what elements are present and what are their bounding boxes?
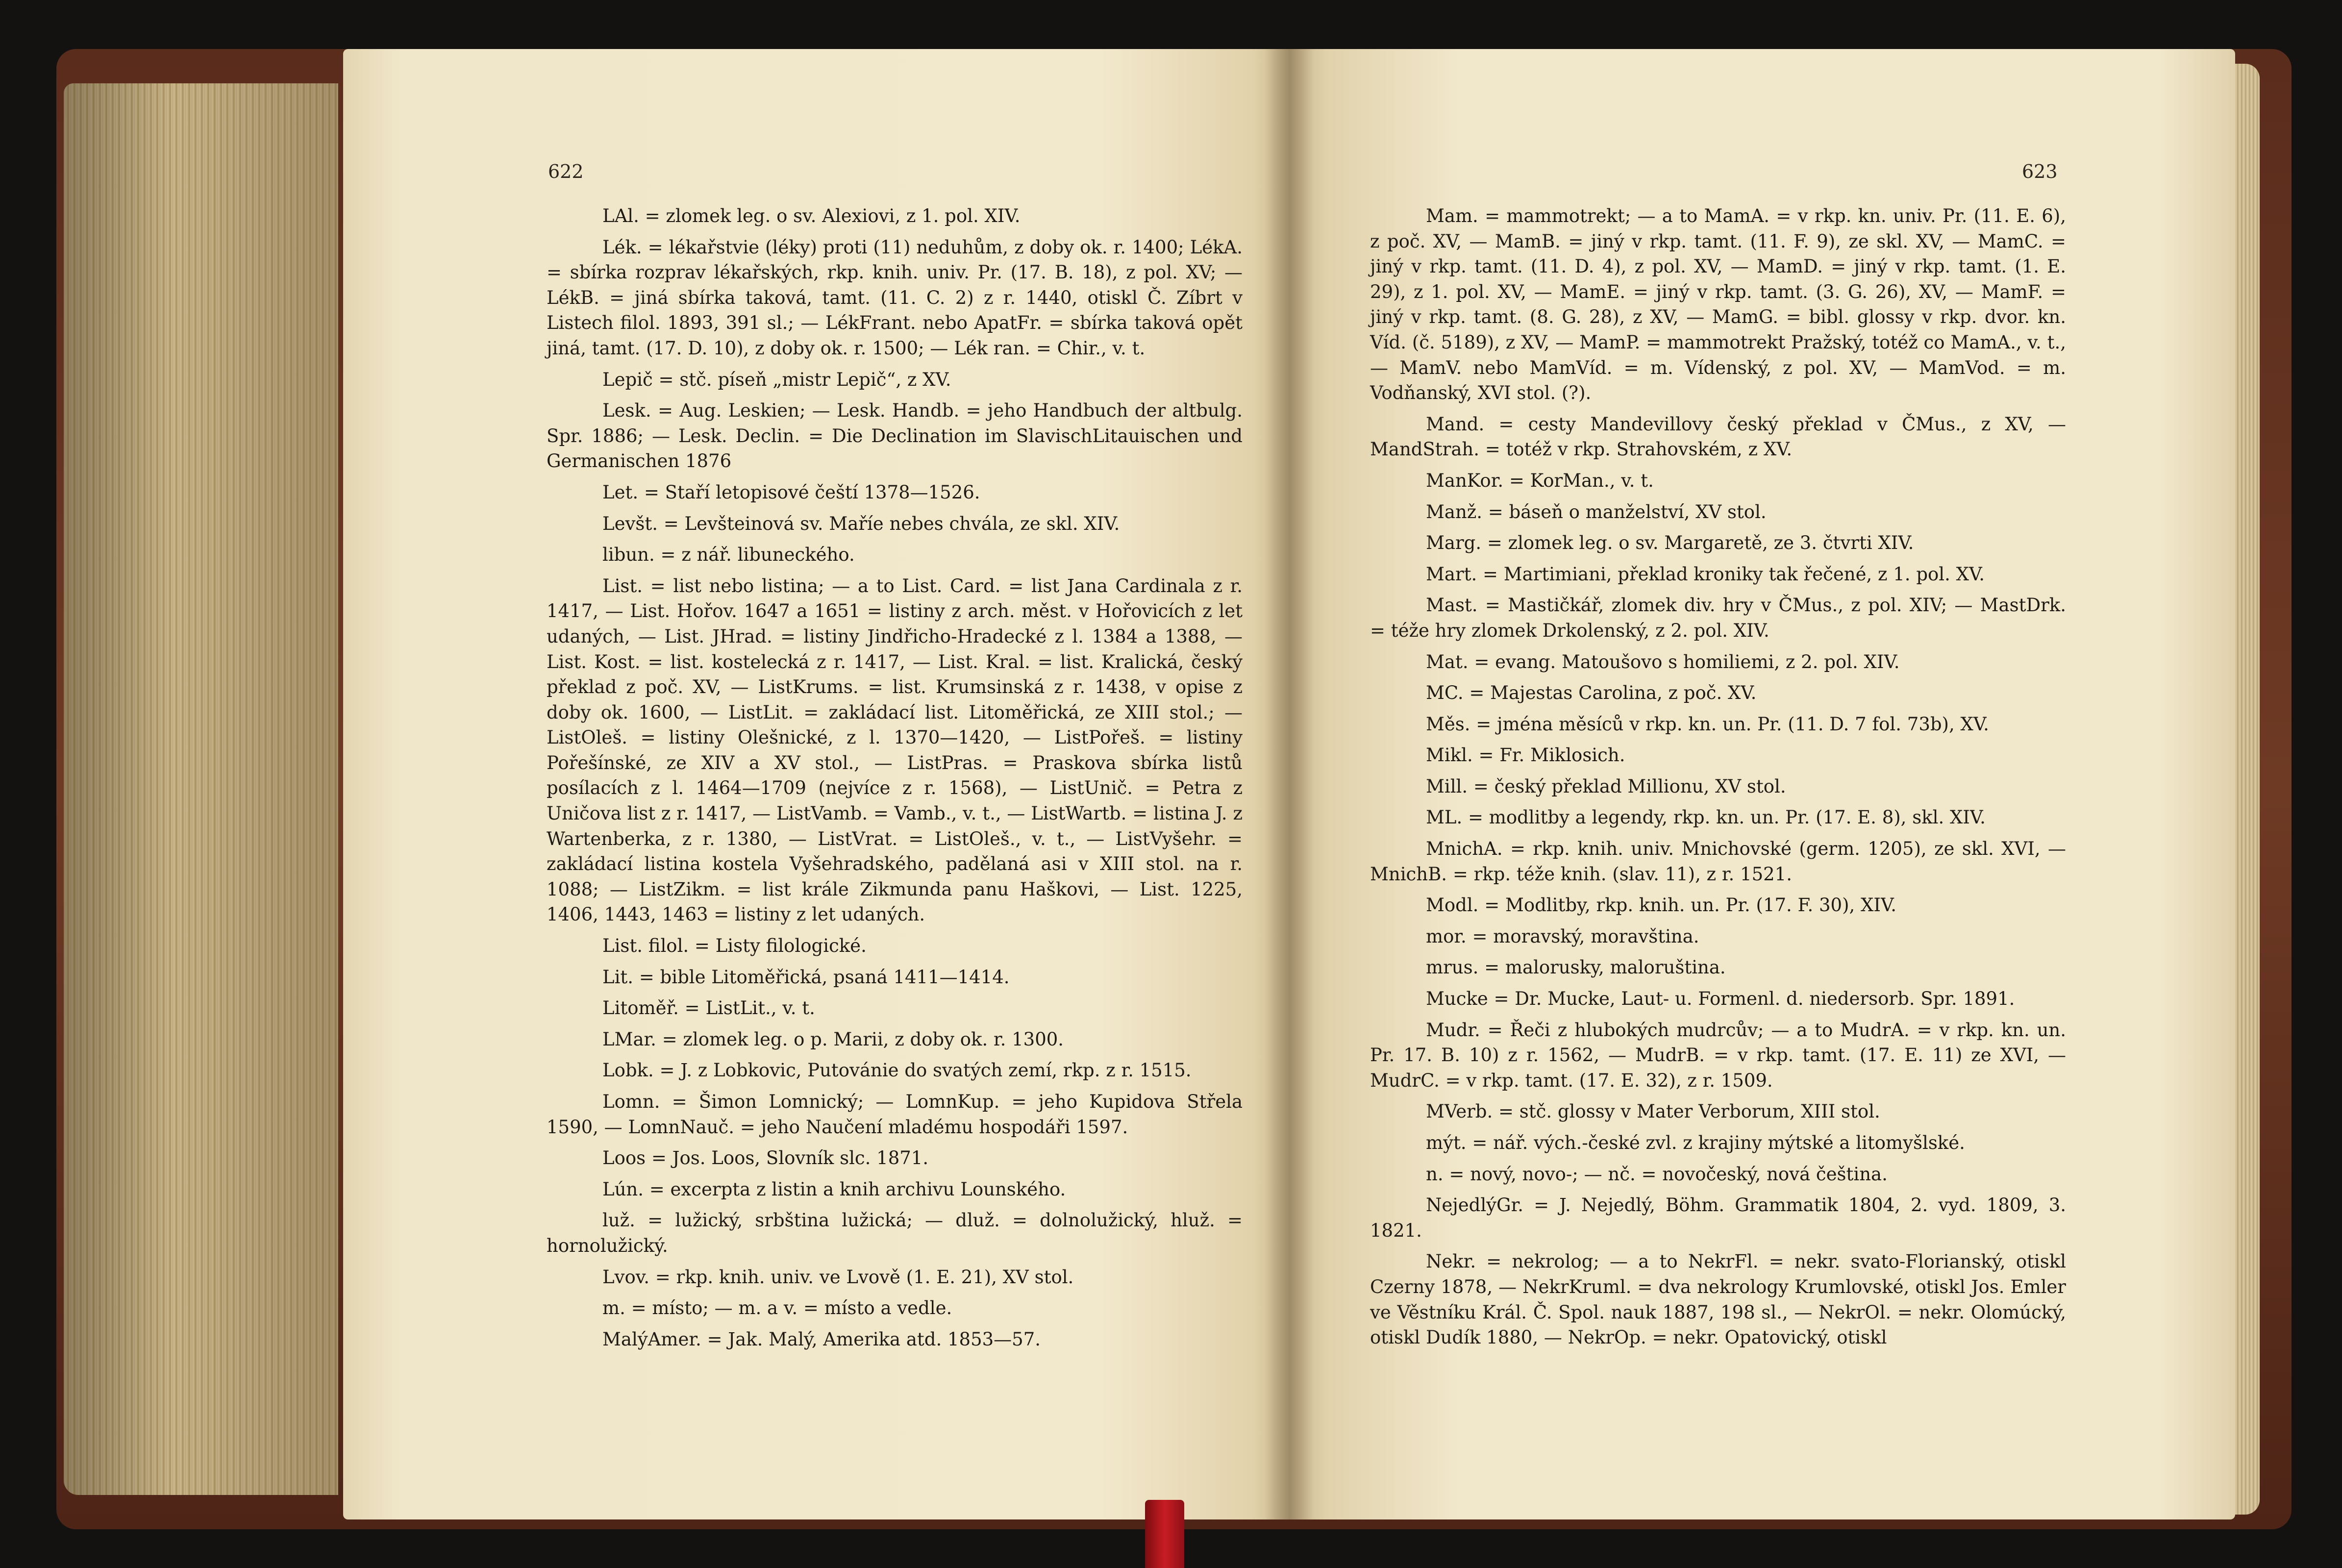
dictionary-entry: MC. = Majestas Carolina, z poč. XV. [1426,682,1757,704]
dictionary-entry: mýt. = nář. vých.-české zvl. z krajiny mýtské a litomyšlské. [1426,1132,1965,1153]
dictionary-entry: Loos = Jos. Loos, Slovník slc. 1871. [602,1147,929,1169]
dictionary-entry: Lún. = excerpta z listin a knih archivu Lounského. [602,1178,1066,1200]
dictionary-entry: Lobk. = J. z Lobkovic, Putovánie do svatých zemí, rkp. z r. 1515. [602,1060,1192,1081]
dictionary-entry: Marg. = zlomek leg. o sv. Margaretě, ze 3. čtvrti XIV. [1426,532,1914,554]
dictionary-entry: Lomn. = Šimon Lomnický; — LomnKup. = jeho Kupidova Střela 1590, — LomnNauč. = jeho Naučení mladému hospodáři 1597. [547,1091,1243,1138]
dictionary-entry: Měs. = jména měsíců v rkp. kn. un. Pr. (11. D. 7 fol. 73b), XV. [1426,713,1989,735]
dictionary-entry: Litoměř. = ListLit., v. t. [602,997,815,1019]
dictionary-entry: NejedlýGr. = J. Nejedlý, Böhm. Grammatik 1804, 2. vyd. 1809, 3. 1821. [1370,1195,2066,1241]
dictionary-entry: Mam. = mammotrekt; — a to MamA. = v rkp. kn. univ. Pr. (11. E. 6), z poč. XV, — MamB. = jiný v rkp. tamt. (11. F. 9), ze skl. XV, — MamC. = jiný v rkp. tamt. (11. D. 4), z pol. XV, — MamD. = jiný v rkp. tamt. (1. E. 29), z 1. pol. XV, — MamE. = jiný v rkp. tamt. (3. G. 26), XV, — MamF. = jiný v rkp. tamt. (8. G. 28), z XV, — MamG. = bibl. glossy v rkp. dvor. kn. Víd. (č. 5189), z XV, — MamP. = mammotrekt Pražský, totéž co MamA., v. t., — MamV. nebo MamVíd. = m. Vídenský, z pol. XV, — MamVod. = m. Vodňanský, XVI stol. (?). [1370,205,2066,404]
dictionary-entry: Lit. = bible Litoměřická, psaná 1411—1414. [602,966,1010,988]
dictionary-entry: ML. = modlitby a legendy, rkp. kn. un. Pr. (17. E. 8), skl. XIV. [1426,807,1986,828]
dictionary-entry: MalýAmer. = Jak. Malý, Amerika atd. 1853—57. [602,1328,1041,1350]
left-page-number: 622 [548,161,584,182]
left-column [547,203,1243,1358]
dictionary-entry: Mat. = evang. Matoušovo s homiliemi, z 2. pol. XIV. [1426,651,1900,672]
dictionary-entry: LMar. = zlomek leg. o p. Marii, z doby ok. r. 1300. [602,1028,1064,1050]
dictionary-entry: mrus. = malorusky, maloruština. [1426,957,1726,978]
dictionary-entry: Mill. = český překlad Millionu, XV stol. [1426,775,1786,797]
dictionary-entry: Mudr. = Řeči z hlubokých mudrcův; — a to MudrA. = v rkp. kn. un. Pr. 17. B. 10) z r. 1562, — MudrB. = v rkp. tamt. (17. E. 11) ze XVI, — MudrC. = v rkp. tamt. (17. E. 32), z r. 1509. [1370,1019,2066,1091]
page-edges-shade [64,83,338,1495]
dictionary-entry: Levšt. = Levšteinová sv. Maříe nebes chvála, ze skl. XIV. [602,513,1120,534]
bookmark-ribbon [1145,1500,1184,1568]
dictionary-entry: Manž. = báseň o manželství, XV stol. [1426,501,1767,523]
dictionary-entry: Mart. = Martimiani, překlad kroniky tak řečené, z 1. pol. XV. [1426,563,1985,585]
right-page-number: 623 [2022,161,2058,182]
dictionary-entry: luž. = lužický, srbština lužická; — dluž. = dolnolužický, hluž. = hornolužický. [547,1210,1243,1256]
dictionary-entry: m. = místo; — m. a v. = místo a vedle. [602,1297,952,1319]
dictionary-entry: List. filol. = Listy filologické. [602,935,867,957]
dictionary-entry: Mand. = cesty Mandevillovy český překlad v ČMus., z XV, — MandStrah. = totéž v rkp. Strahovském, z XV. [1370,413,2066,460]
dictionary-entry: List. = list nebo listina; — a to List. Card. = list Jana Cardinala z r. 1417, — List. Hořov. 1647 a 1651 = listiny z arch. měst. v Hořovicích z let udaných, — List. JHrad. = listiny Jindřicho-Hradecké z l. 1384 a 1388, — List. Kost. = list. kostelecká z r. 1417, — List. Kral. = list. Kralická, český překlad z poč. XV, — ListKrums. = list. Krumsinská z r. 1438, v opise z doby ok. 1600, — ListLit. = zakládací list. Litoměřická, ze XIII stol.; — ListOleš. = listiny Olešnické, z l. 1370—1420, — ListPořeš. = listiny Pořešínské, ze XIV a XV stol., — ListPras. = Praskova sbírka listů posílacích z l. 1464—1709 (nejvíce z r. 1568), — ListUnič. = Petra z Uničova list z r. 1417, — ListVamb. = Vamb., v. t., — ListWartb. = listina J. z Wartenberka, z r. 1380, — ListVrat. = ListOleš., v. t., — ListVyšehr. = zakládací listina kostela Vyšehradského, padělaná asi v XIII stol. na r. 1088; — ListZikm. = list krále Zikmunda panu Haškovi, — List. 1225, 1406, 1443, 1463 = listiny z let udaných. [547,575,1243,925]
dictionary-entry: Lvov. = rkp. knih. univ. ve Lvově (1. E. 21), XV stol. [602,1266,1074,1288]
dictionary-entry: Mucke = Dr. Mucke, Laut- u. Formenl. d. niedersorb. Spr. 1891. [1426,988,2015,1010]
dictionary-entry: MVerb. = stč. glossy v Mater Verborum, XIII stol. [1426,1101,1880,1122]
dictionary-entry: LAl. = zlomek leg. o sv. Alexiovi, z 1. pol. XIV. [602,205,1021,226]
dictionary-entry: Nekr. = nekrolog; — a to NekrFl. = nekr. svato-Florianský, otiskl Czerny 1878, — NekrKruml. = dva nekrology Krumlovské, otiskl Jos. Emler ve Věstníku Král. Č. Spol. nauk 1887, 198 sl., — NekrOl. = nekr. Olomúcký, otiskl Dudík 1880, — NekrOp. = nekr. Opatovický, otiskl [1370,1251,2066,1348]
dictionary-entry: Mikl. = Fr. Miklosich. [1426,745,1625,766]
dictionary-entry: n. = nový, novo-; — nč. = novočeský, nová čeština. [1426,1163,1888,1185]
dictionary-entry: Let. = Staří letopisové čeští 1378—1526. [602,481,980,503]
dictionary-entry: Modl. = Modlitby, rkp. knih. un. Pr. (17. F. 30), XIV. [1426,895,1896,916]
dictionary-entry: Lesk. = Aug. Leskien; — Lesk. Handb. = jeho Handbuch der altbulg. Spr. 1886; — Lesk. Declin. = Die Declination im SlavischLitauischen und Germanischen 1876 [547,400,1243,472]
book-gutter [1265,49,1314,1519]
dictionary-entry: ManKor. = KorMan., v. t. [1426,470,1654,491]
right-column [1370,203,2066,1356]
dictionary-entry: Mast. = Mastičkář, zlomek div. hry v ČMus., z pol. XIV; — MastDrk. = téže hry zlomek Drkolenský, z 2. pol. XIV. [1370,595,2066,641]
dictionary-entry: libun. = z nář. libuneckého. [602,544,855,566]
dictionary-entry: Lék. = lékařstvie (léky) proti (11) neduhům, z doby ok. r. 1400; LékA. = sbírka rozprav lékařských, rkp. knih. univ. Pr. (17. B. 18), z pol. XV; — LékB. = jiná sbírka taková, tamt. (11. C. 2) z r. 1440, otiskl Č. Zíbrt v Listech filol. 1893, 391 sl.; — LékFrant. nebo ApatFr. = sbírka taková opět jiná, tamt. (17. D. 10), z doby ok. r. 1500; — Lék ran. = Chir., v. t. [547,236,1243,359]
dictionary-entry: mor. = moravský, moravština. [1426,925,1699,947]
dictionary-entry: Lepič = stč. píseň „mistr Lepič“, z XV. [602,369,951,390]
dictionary-entry: MnichA. = rkp. knih. univ. Mnichovské (germ. 1205), ze skl. XVI, — MnichB. = rkp. téže knih. (slav. 11), z r. 1521. [1370,838,2066,885]
